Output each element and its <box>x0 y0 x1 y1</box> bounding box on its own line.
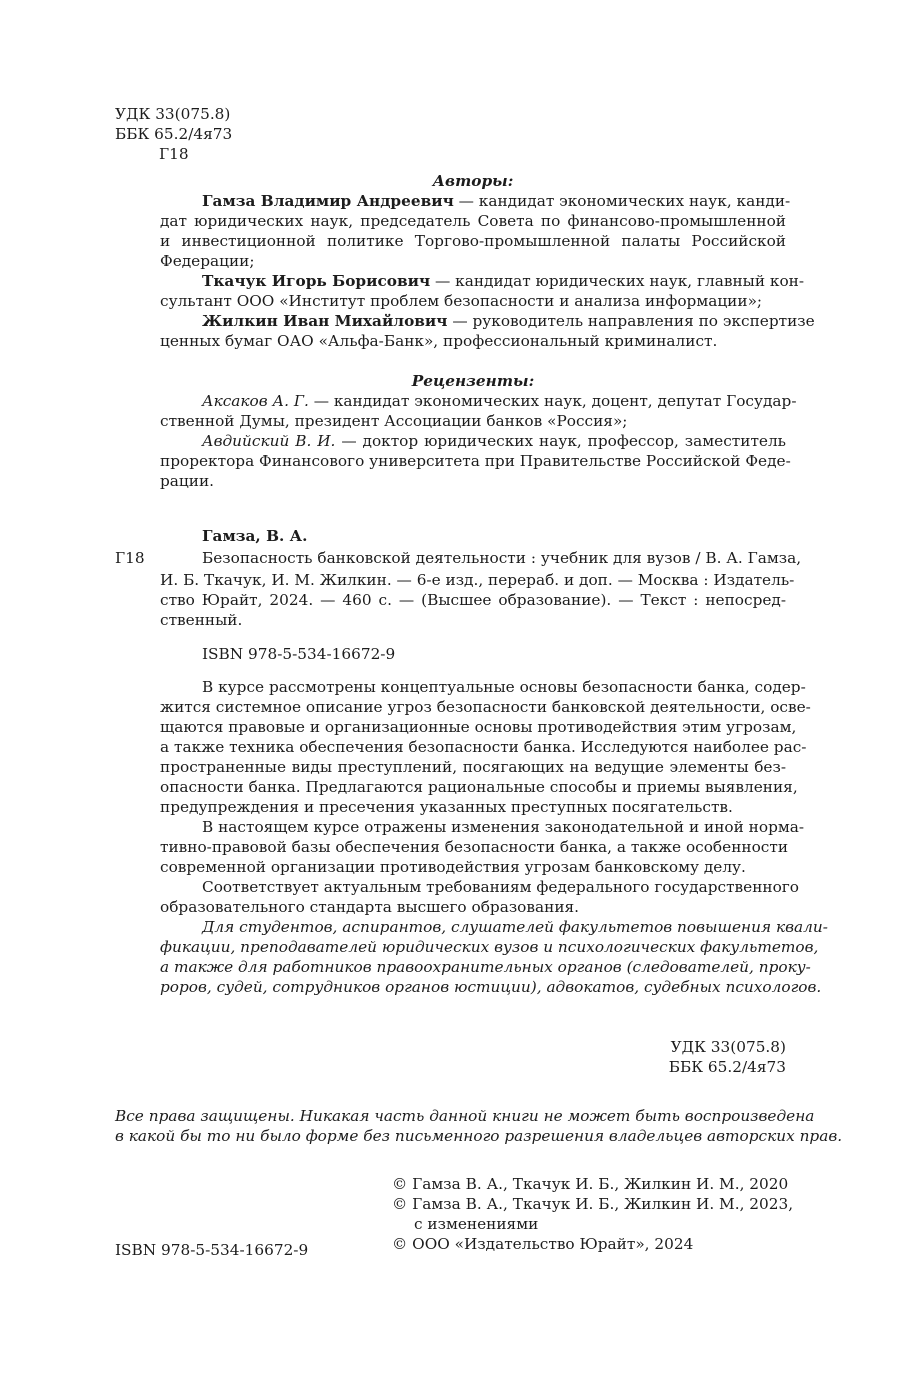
bbk-code-bottom: ББК 65.2/4я73 <box>668 1058 786 1076</box>
author-1-line-1: Гамза Владимир Андреевич — кандидат экономических наук, канди- <box>202 192 791 210</box>
reviewers-heading: Рецензенты: <box>411 372 535 390</box>
author-1-line-3: и инвестиционной политике Торгово-промышленной палаты Российской <box>160 232 786 250</box>
abstract-section <box>160 677 828 997</box>
author-1-line-2: дат юридических наук, председатель Совета по финансово-промышленной <box>160 212 786 230</box>
copyright-isbn: ISBN 978-5-534-16672-9 <box>115 1241 309 1259</box>
author-3-name: Жилкин Иван Михайлович <box>202 312 448 330</box>
reviewer-1-name: Аксаков А. Г. <box>202 392 309 410</box>
reviewer-1-line-1: Аксаков А. Г. — кандидат экономических наук, доцент, депутат Государ- <box>202 392 797 410</box>
abstract-p1-l4: а также техника обеспечения безопасности банка. Исследуются наиболее рас- <box>160 738 807 756</box>
author-1-line-4: Федерации; <box>160 252 255 270</box>
biblio-line-3: ство Юрайт, 2024. — 460 с. — (Высшее образование). — Текст : непосред- <box>160 591 786 609</box>
copyright-3: © ООО «Издательство Юрайт», 2024 <box>392 1235 694 1253</box>
abstract-p1-l5: пространенные виды преступлений, посягающих на ведущие элементы без- <box>160 758 786 776</box>
biblio-line-4: ственный. <box>160 611 243 629</box>
bbk-code-top: ББК 65.2/4я73 <box>115 125 233 143</box>
reviewer-2-line-2: проректора Финансового университета при Правительстве Российской Феде- <box>160 452 791 470</box>
abstract-p4-l2: фикации, преподавателей юридических вузов и психологических факультетов, <box>160 938 819 956</box>
author-3-line-1: Жилкин Иван Михайлович — руководитель направления по экспертизе <box>202 312 815 330</box>
biblio-line-1: Безопасность банковской деятельности : учебник для вузов / В. А. Гамза, <box>202 549 802 567</box>
rights-line-2: в какой бы то ни было форме без письменного разрешения владельцев авторских прав. <box>115 1127 843 1145</box>
udk-top-block <box>115 104 315 164</box>
abstract-p4-l1: Для студентов, аспирантов, слушателей факультетов повышения квали- <box>202 918 828 936</box>
biblio-continuation <box>160 570 795 630</box>
author-2-name: Ткачук Игорь Борисович <box>202 272 431 290</box>
abstract-p1-l1: В курсе рассмотрены концептуальные основы безопасности банка, содер- <box>202 678 806 696</box>
author-2-line-1: Ткачук Игорь Борисович — кандидат юридических наук, главный кон- <box>202 272 805 290</box>
reviewers-section <box>160 371 797 491</box>
author-2-line-2: сультант ООО «Институт проблем безопасности и анализа информации»; <box>160 292 763 310</box>
copyright-section <box>392 1174 792 1254</box>
biblio-line-2: И. Б. Ткачук, И. М. Жилкин. — 6-е изд., перераб. и доп. — Москва : Издатель- <box>160 571 795 589</box>
biblio-code: Г18 <box>115 549 145 567</box>
biblio-section <box>202 548 802 568</box>
udk-bottom-block <box>560 1037 786 1077</box>
biblio-isbn: ISBN 978-5-534-16672-9 <box>202 645 396 663</box>
rights-notice <box>115 1106 843 1146</box>
abstract-p1-l7: предупреждения и пресечения указанных преступных посягательств. <box>160 798 733 816</box>
abstract-p4-l4: роров, судей, сотрудников органов юстиции), адвокатов, судебных психологов. <box>160 978 822 996</box>
reviewer-2-line-1: Авдийский В. И. — доктор юридических наук, профессор, заместитель <box>202 432 786 450</box>
abstract-p2-l1: В настоящем курсе отражены изменения законодательной и иной норма- <box>202 818 805 836</box>
reviewer-2-name: Авдийский В. И. <box>202 432 336 450</box>
udk-code-bottom: УДК 33(075.8) <box>670 1038 786 1056</box>
reviewer-1-line-2: ственной Думы, президент Ассоциации банков «Россия»; <box>160 412 628 430</box>
abstract-p1-l3: щаются правовые и организационные основы противодействия этим угрозам, <box>160 718 797 736</box>
authors-heading: Авторы: <box>432 172 514 190</box>
abstract-p3-l1: Соответствует актуальным требованиям федерального государственного <box>202 878 800 896</box>
copyright-1: © Гамза В. А., Ткачук И. Б., Жилкин И. М., 2020 <box>392 1175 789 1193</box>
abstract-p3-l2: образовательного стандарта высшего образования. <box>160 898 580 916</box>
copyright-2-cont: с изменениями <box>414 1215 539 1233</box>
abstract-p2-l3: современной организации противодействия угрозам банковскому делу. <box>160 858 746 876</box>
reviewer-2-line-3: рации. <box>160 472 215 490</box>
abstract-p1-l6: опасности банка. Предлагаются рациональные способы и приемы выявления, <box>160 778 798 796</box>
author-3-line-2: ценных бумаг ОАО «Альфа-Банк», профессиональный криминалист. <box>160 332 718 350</box>
rights-line-1: Все права защищены. Никакая часть данной книги не может быть воспроизведена <box>115 1107 815 1125</box>
copyright-2: © Гамза В. А., Ткачук И. Б., Жилкин И. М., 2023, <box>392 1195 794 1213</box>
udk-code-top: УДК 33(075.8) <box>115 105 231 123</box>
biblio-author: Гамза, В. А. <box>202 527 308 545</box>
abstract-p2-l2: тивно-правовой базы обеспечения безопасности банка, а также особенности <box>160 838 789 856</box>
author-1-name: Гамза Владимир Андреевич <box>202 192 454 210</box>
author-sign-top: Г18 <box>159 145 189 163</box>
authors-section <box>160 171 815 351</box>
abstract-p4-l3: а также для работников правоохранительных органов (следователей, проку- <box>160 958 811 976</box>
abstract-p1-l2: жится системное описание угроз безопасности банковской деятельности, осве- <box>160 698 811 716</box>
